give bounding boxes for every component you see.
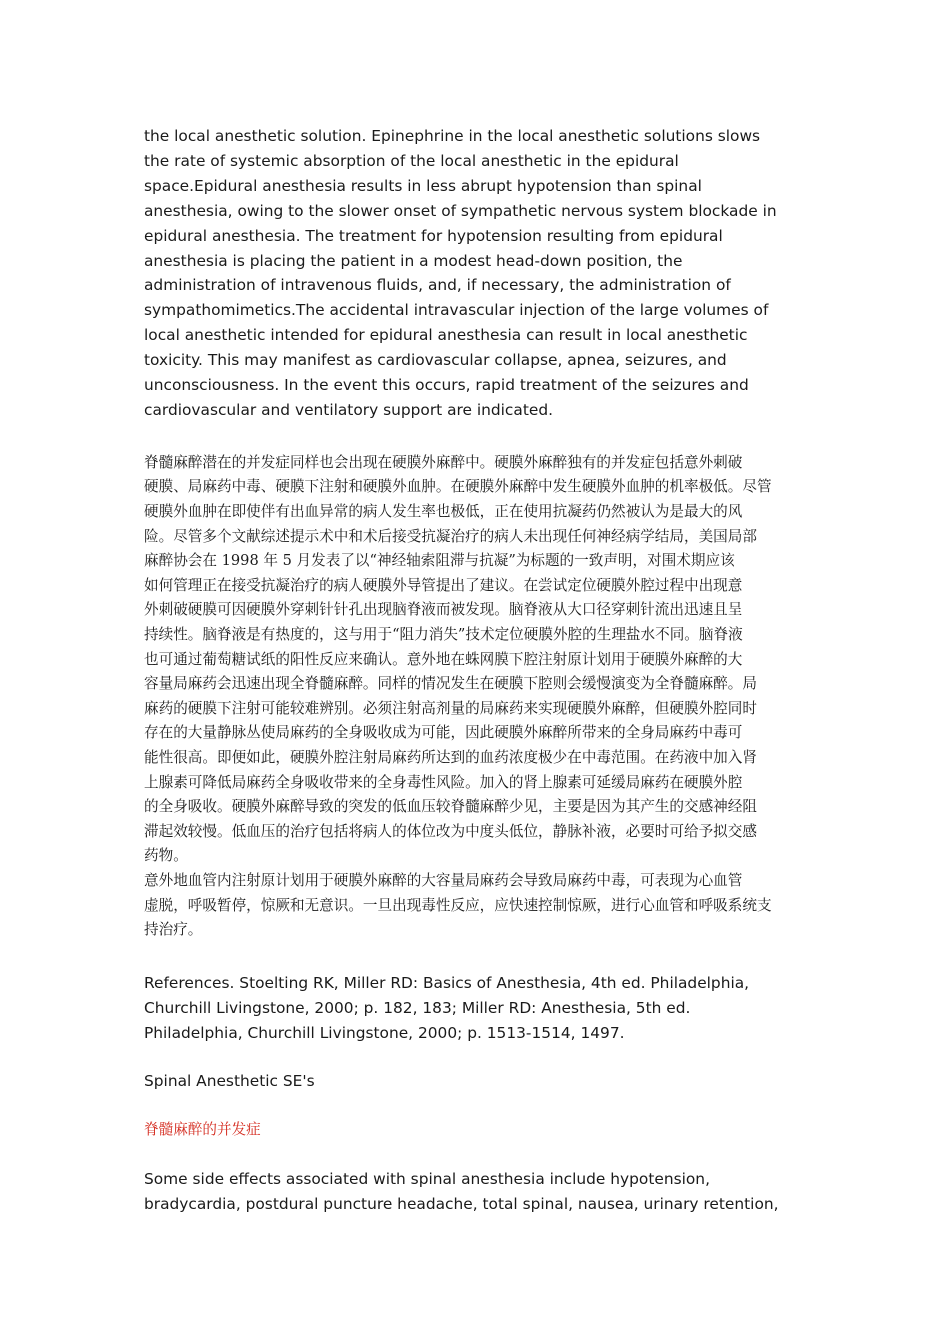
intravascular-injection-paragraph-zh: 意外地血管内注射原计划用于硬膜外麻醉的大容量局麻药会导致局麻药中毒，可表现为心血管 虚脱，呼吸暂停，惊厥和无意识。一旦出现毒性反应，应快速控制惊厥，进行心血管和呼吸系统支 持治疗。 bbox=[144, 871, 772, 939]
epidural-complications-paragraph: the local anesthetic solution. Epinephrine in the local anesthetic solutions slows the rate of systemic absorption of the local anesthetic in the epidural space.Epidural anesthesia results in less abrupt hypotension than spinal anesthesia, owing to the slower onset of sympathetic nervous system blockade in epidural anesthesia. The treatment for hypotension resulting from epidural anesthesia is placing the patient in a modest head-down position, the administration of intravenous fluids, and, if necessary, the administration of sympathomimetics.The accidental intravascular injection of the large volumes of local anesthetic intended for epidural anesthesia can result in local anesthetic toxicity. This may manifest as cardiovascular collapse, apnea, seizures, and unconsciousness. In the event this occurs, rapid treatment of the seizures and cardiovascular and ventilatory support are indicated. bbox=[144, 127, 777, 419]
spacer bbox=[144, 1094, 809, 1118]
section-heading-zh: 脊髓麻醉的并发症 bbox=[144, 1121, 261, 1139]
document-page bbox=[144, 124, 809, 1217]
spacer bbox=[144, 423, 809, 451]
epidural-complications-paragraph-zh: 脊髓麻醉潜在的并发症同样也会出现在硬膜外麻醉中。硬膜外麻醉独有的并发症包括意外刺破 硬膜、局麻药中毒、硬膜下注射和硬膜外血肿。在硬膜外麻醉中发生硬膜外血肿的机率极低。尽管 硬膜外血肿在即使伴有出血异常的病人发生率也极低，正在使用抗凝药仍然被认为是最大的风 险。尽管多个文献综述提示术中和术后接受抗凝治疗的病人未出现任何神经病学结局，美国局部 麻醉协会在 1998 年 5 月发表了以“神经轴索阻滞与抗凝”为标题的一致声明，对围术期应该 如何管理正在接受抗凝治疗的病人硬膜外导管提出了建议。在尝试定位硬膜外腔过程中出现意 外刺破硬膜可因硬膜外穿刺针针孔出现脑脊液而被发现。脑脊液从大口径穿刺针流出迅速且呈 持续性。脑脊液是有热度的，这与用于“阻力消失”技术定位硬膜外腔的生理盐水不同。脑脊液 也可通过葡萄糖试纸的阳性反应来确认。意外地在蛛网膜下腔注射原计划用于硬膜外麻醉的大 容量局麻药会迅速出现全脊髓麻醉。同样的情况发生在硬膜下腔则会缓慢演变为全脊髓麻醉。局 麻药的硬膜下注射可能较难辨别。必须注射高剂量的局麻药来实现硬膜外麻醉，但硬膜外腔同时 存在的大量静脉丛使局麻药的全身吸收成为可能，因此硬膜外麻醉所带来的全身局麻药中毒可 能性很高。即便如此，硬膜外腔注射局麻药所达到的血药浓度极少在中毒范围。在药液中加入肾 上腺素可降低局麻药全身吸收带来的全身毒性风险。加入的肾上腺素可延缓局麻药在硬膜外腔 的全身吸收。硬膜外麻醉导致的突发的低血压较脊髓麻醉少见，主要是因为其产生的交感神经阻 滞起效较慢。低血压的治疗包括将病人的体位改为中度头低位，静脉补液，必要时可给予拟交感 药物。 bbox=[144, 453, 772, 865]
spinal-side-effects-paragraph: Some side effects associated with spinal anesthesia include hypotension, bradycardia, postdural puncture headache, total spinal, nausea, urinary retention, bbox=[144, 1169, 779, 1213]
section-heading: Spinal Anesthetic SE's bbox=[144, 1072, 315, 1091]
references-paragraph: References. Stoelting RK, Miller RD: Basics of Anesthesia, 4th ed. Philadelphia, Churchill Livingstone, 2000; p. 182, 183; Miller RD: Anesthesia, 5th ed. Philadelphia, Churchill Livingstone, 2000; p. 1513-1514, 1497. bbox=[144, 973, 750, 1042]
spacer bbox=[144, 1045, 809, 1069]
spacer bbox=[144, 1143, 809, 1167]
spacer bbox=[144, 943, 809, 971]
